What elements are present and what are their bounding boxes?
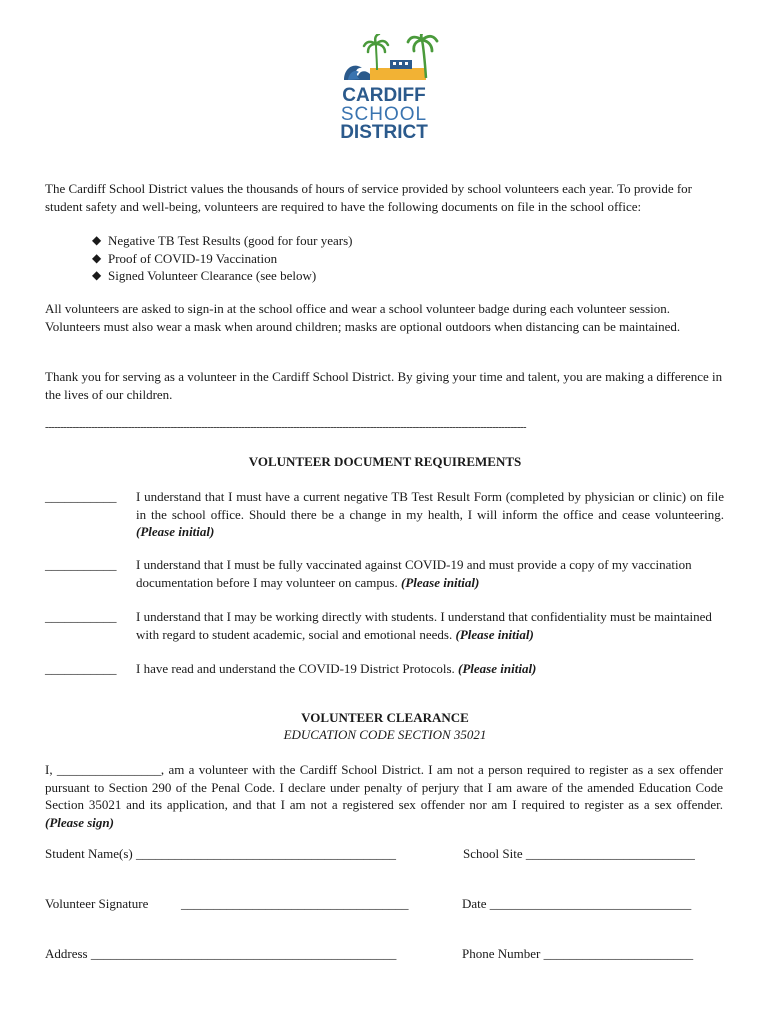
date-field[interactable]: Date _______________________________ (462, 896, 692, 911)
please-initial-note: (Please initial) (400, 574, 480, 590)
list-item (92, 250, 492, 268)
list-item (92, 267, 492, 285)
initial-blank-field[interactable]: ___________ (45, 661, 117, 676)
please-sign-note: (Please sign) (45, 814, 114, 830)
phone-number-field[interactable]: Phone Number _______________________ (462, 946, 694, 961)
sign-in-paragraph: All volunteers are asked to sign-in at the school office and wear a school volunteer badge during each volunteer session. Volunteers must also wear a mask when around children; masks are optional outdoors when distancing can be maintained. (45, 301, 681, 334)
requirement-text: I understand that I must be fully vaccinated against COVID-19 and must provide a copy of my vaccination documentation before I may volunteer on campus. (Please initial) (136, 557, 692, 590)
requirement-text: I understand that I must have a current negative TB Test Result Form (completed by physician or clinic) on file in the school office. Should there be a change in my health, I will inform the office and cease volunteering. (Please initial) (136, 489, 724, 539)
logo-line-2: SCHOOL (340, 104, 428, 125)
requirement-text: I understand that I may be working directly with students. I understand that confidentiality must be maintained with regard to student academic, social and emotional needs. (Please initial) (136, 609, 712, 642)
palm-tree-wave-logo-icon (330, 34, 442, 84)
logo-line-1: CARDIFF (342, 85, 426, 106)
list-item-text: Signed Volunteer Clearance (see below) (108, 268, 317, 283)
diamond-bullet-icon: ◆ (92, 250, 102, 265)
intro-paragraph: The Cardiff School District values the thousands of hours of service provided by school volunteers each year. To provide for student safety and well-being, volunteers are required to have the following documents on file in the school office: (45, 181, 693, 214)
diamond-bullet-icon: ◆ (92, 233, 102, 247)
requirements-heading: VOLUNTEER DOCUMENT REQUIREMENTS (248, 454, 522, 469)
volunteer-signature-label: Volunteer Signature (45, 896, 149, 911)
initial-blank-field[interactable]: ___________ (45, 557, 117, 572)
initial-blank-field[interactable]: ___________ (45, 609, 117, 624)
please-initial-note: (Please initial) (455, 626, 534, 642)
clearance-paragraph: I, ________________, am a volunteer with the Cardiff School District. I am not a person required to register as a sex offender pursuant to Section 290 of the Penal Code. I declare under penalty of perjury that I am aware of the amended Education Code Section 35021 and its application, and that I am not a registered sex offender nor am I required to register as a sex offender. (Please sign) (45, 762, 723, 830)
thanks-paragraph: Thank you for serving as a volunteer in the Cardiff School District. By giving your time and talent, you are making a difference in the lives of our children. (45, 369, 723, 402)
initial-blank-field[interactable]: ___________ (45, 489, 117, 504)
please-initial-note: (Please initial) (136, 524, 215, 539)
diamond-bullet-icon: ◆ (92, 268, 102, 282)
volunteer-signature-field[interactable]: ___________________________________ (181, 896, 409, 911)
school-site-field[interactable]: School Site __________________________ (463, 846, 695, 861)
list-item-text: Proof of COVID-19 Vaccination (108, 250, 278, 266)
clearance-heading: VOLUNTEER CLEARANCE (301, 710, 469, 725)
list-item-text: Negative TB Test Results (good for four years) (108, 233, 353, 248)
logo-line-3: DISTRICT (340, 122, 428, 143)
address-field[interactable]: Address _______________________________________________ (45, 946, 397, 961)
please-initial-note: (Please initial) (458, 661, 537, 676)
list-item (92, 232, 492, 250)
required-documents-list (92, 232, 492, 285)
district-logo (330, 34, 442, 143)
clearance-subheading: EDUCATION CODE SECTION 35021 (283, 727, 487, 742)
dashed-separator: ------------------------------------------------------------------------------------------------------------------------------------------------------------- (45, 421, 526, 433)
student-names-field[interactable]: Student Name(s) ________________________________________ (45, 846, 396, 861)
requirement-text: I have read and understand the COVID-19 District Protocols. (Please initial) (136, 661, 537, 676)
